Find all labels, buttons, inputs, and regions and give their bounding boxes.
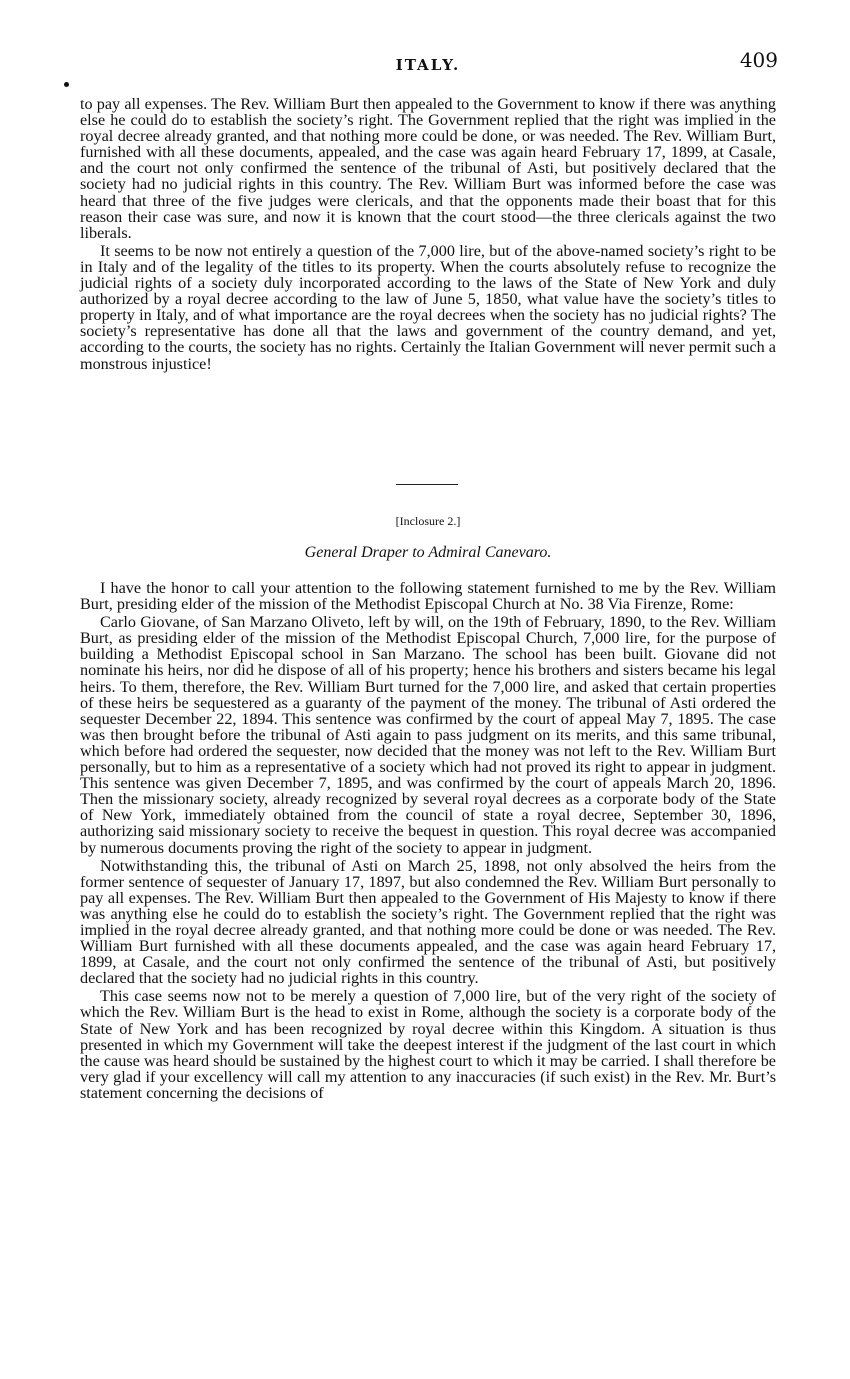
inclosure-label: [Inclosure 2.] bbox=[395, 514, 461, 528]
running-head bbox=[78, 48, 778, 78]
paragraph: Carlo Giovane, of San Marzano Oliveto, left by will, on the 19th of February, 1890, to the Rev. William Burt, as presiding elder of the mission of the Methodist Episcopal Church, 7,000 lire, for the purpose of building a Methodist Episcopal school in San Marzano. The school has been built. Giovane did not nominate his heirs, nor did he dispose of all of his property; hence his brothers and sisters became his legal heirs. To them, therefore, the Rev. William Burt turned for the 7,000 lire, and asked that certain properties of these heirs be sequestered as a guaranty of the payment of the money. The tribunal of Asti ordered the sequester December 22, 1894. This sentence was confirmed by the court of appeal May 7, 1895. The case was then brought before the tribunal of Asti again to pass judgment on its merits, and this same tribunal, which before had ordered the sequester, now decided that the money was not left to the Rev. William Burt personally, but to him as a representative of a society which had not proved its right to appear in judgment. This sentence was given December 7, 1895, and was confirmed by the court of appeals March 20, 1896. Then the missionary society, already recognized by several royal decrees as a corporate body of the State of New York, immediately obtained from the council of state a royal decree, September 30, 1896, authorizing said missionary society to receive the bequest in question. This royal decree was accompanied by numerous documents proving the right of the society to appear in judgment. bbox=[80, 613, 776, 857]
page-title: ITALY. bbox=[395, 56, 461, 74]
paragraph: It seems to be now not entirely a question of the 7,000 lire, but of the above-named society’s right to be in Italy and of the legality of the titles to its property. When the courts absolutely refuse to recognize the judicial rights of a society duly incorporated according to the laws of the State of New York and duly authorized by a royal decree according to the law of June 5, 1850, what value have the society’s titles to property in Italy, and of what importance are the royal decrees when the society has no judicial rights? The society’s representative has done all that the laws and government of the country demand, and yet, according to the courts, the society has no rights. Certainly the Italian Government will never permit such a monstrous injustice! bbox=[80, 241, 776, 373]
stray-ink-mark bbox=[64, 82, 69, 87]
letter-body bbox=[80, 580, 776, 1101]
paragraph: Notwithstanding this, the tribunal of Asti on March 25, 1898, not only absolved the heirs from the former sentence of sequester of January 17, 1897, but also condemned the Rev. William Burt personally to pay all expenses. The Rev. William Burt then appealed to the Government of His Majesty to know if there was anything else he could do to establish the society’s right. The Government replied that the right was implied in the royal decree already granted, and that nothing more could be done or was needed. The Rev. William Burt furnished with all these documents appealed, and the case was again heard February 17, 1899, at Casale, and the court not only confirmed the sentence of the tribunal of Asti, but positively declared that the society had no judicial rights in this country. bbox=[80, 856, 776, 988]
paragraph: I have the honor to call your attention to the following statement furnished to me by the Rev. William Burt, presiding elder of the mission of the Methodist Episcopal Church at No. 38 Via Firenze, Rome: bbox=[80, 579, 776, 614]
paragraph: to pay all expenses. The Rev. William Burt then appealed to the Government to know if there was anything else he could do to establish the society’s right. The Government replied that the right was implied in the royal decree already granted, and that nothing more could be done, or was needed. The Rev. William Burt, furnished with all these documents, appealed, and the case was again heard February 17, 1899, at Casale, and the court not only confirmed the sentence of the tribunal of Asti, but positively declared that the society had no judicial rights in this country. The Rev. William Burt was informed before the case was heard that three of the five judges were clericals, and that the opponents made their boast that for this reason their case was sure, and now it is known that the court stood—the three clericals against the two liberals. bbox=[80, 95, 776, 242]
section-divider bbox=[396, 484, 458, 485]
page-number: 409 bbox=[739, 48, 778, 72]
top-text-section bbox=[80, 96, 776, 372]
letter-heading: General Draper to Admiral Canevaro. bbox=[304, 544, 552, 561]
paragraph: This case seems now not to be merely a question of 7,000 lire, but of the very right of the society of which the Rev. William Burt is the head to exist in Rome, although the society is a corporate body of the State of New York and has been recognized by royal decree within this Kingdom. A situation is thus presented in which my Government will take the deepest interest if the judgment of the last court in which the cause was heard should be sustained by the highest court to which it may be carried. I shall therefore be very glad if your excellency will call my attention to any inaccuracies (if such exist) in the Rev. Mr. Burt’s statement concerning the decisions of bbox=[80, 987, 776, 1102]
